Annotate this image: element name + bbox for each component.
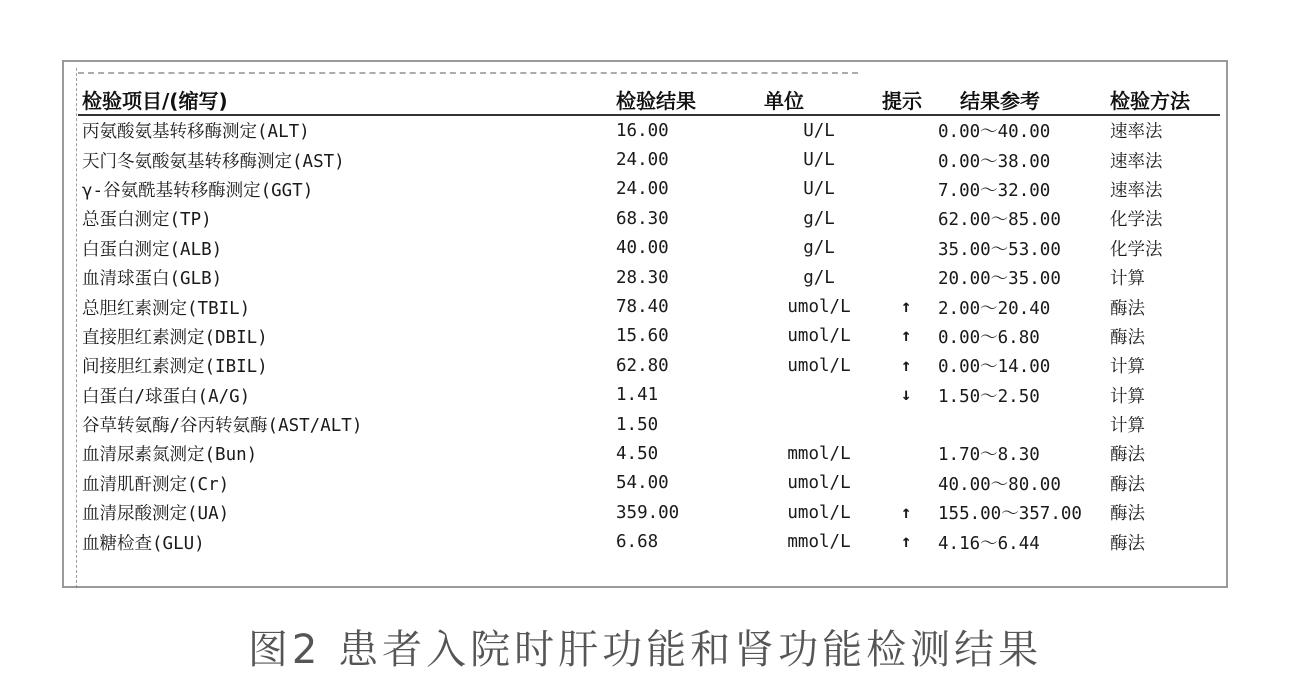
header-reference: 结果参考 (934, 84, 1106, 115)
table-row (78, 322, 1220, 351)
cell-reference: 1.70～8.30 (938, 445, 1040, 466)
cell-result: 24.00 (616, 179, 669, 200)
table-row (78, 204, 1220, 233)
cell-reference: 0.00～40.00 (938, 122, 1051, 143)
cropped-header-line (78, 72, 858, 74)
cell-flag (878, 204, 934, 233)
cell-item: 间接胆红素测定(IBIL) (82, 357, 268, 378)
cell-result: 68.30 (616, 208, 669, 229)
cell-reference (934, 410, 1106, 439)
table-row (78, 527, 1220, 556)
header-method: 检验方法 (1106, 84, 1220, 115)
cell-unit: umol/L (787, 355, 851, 376)
cell-method: 酶法 (1110, 445, 1145, 466)
cell-method: 酶法 (1110, 327, 1145, 348)
cell-item: 天门冬氨酸氨基转移酶测定(AST) (82, 151, 345, 172)
cell-unit: U/L (803, 150, 835, 171)
table-row (78, 498, 1220, 527)
cell-item: 血清尿酸测定(UA) (82, 504, 230, 525)
cell-reference: 155.00～357.00 (938, 504, 1082, 525)
table-row (78, 381, 1220, 410)
cell-result: 1.41 (616, 385, 659, 406)
lab-results-table (78, 84, 1220, 557)
cell-result: 24.00 (616, 150, 669, 171)
cell-method: 酶法 (1110, 504, 1145, 525)
cell-item: 血清尿素氮测定(Bun) (82, 445, 258, 466)
cell-result: 16.00 (616, 120, 669, 141)
cell-unit: g/L (803, 208, 835, 229)
cell-flag (878, 410, 934, 439)
cell-unit (760, 381, 878, 410)
cell-unit: umol/L (787, 297, 851, 318)
cell-result: 40.00 (616, 238, 669, 259)
cell-flag (878, 115, 934, 145)
cell-flag: ↑ (900, 532, 912, 553)
cell-method: 酶法 (1110, 533, 1145, 554)
cell-reference: 35.00～53.00 (938, 239, 1061, 260)
cell-reference: 1.50～2.50 (938, 386, 1040, 407)
cell-flag (878, 175, 934, 204)
table-row (78, 115, 1220, 145)
cell-unit: umol/L (787, 326, 851, 347)
table-row (78, 469, 1220, 498)
cell-unit: umol/L (787, 502, 851, 523)
cell-method: 酶法 (1110, 298, 1145, 319)
header-hint: 提示 (878, 84, 934, 115)
cell-method: 化学法 (1110, 210, 1163, 231)
table-row (78, 263, 1220, 292)
cell-item: 谷草转氨酶/谷丙转氨酶(AST/ALT) (82, 416, 363, 437)
cell-item: 总胆红素测定(TBIL) (82, 298, 251, 319)
table-row (78, 410, 1220, 439)
cell-item: γ-谷氨酰基转移酶测定(GGT) (82, 180, 314, 201)
cell-reference: 2.00～20.40 (938, 298, 1051, 319)
cell-method: 计算 (1110, 386, 1145, 407)
cell-flag (878, 145, 934, 174)
cell-flag (878, 439, 934, 468)
cell-item: 白蛋白/球蛋白(A/G) (82, 386, 251, 407)
cell-flag: ↑ (900, 326, 912, 347)
cell-result: 78.40 (616, 297, 669, 318)
table-row (78, 175, 1220, 204)
cell-method: 速率法 (1110, 151, 1163, 172)
cell-result: 359.00 (616, 502, 680, 523)
figure-caption: 图2 患者入院时肝功能和肾功能检测结果 (247, 627, 1043, 673)
cell-method: 酶法 (1110, 474, 1145, 495)
cell-result: 54.00 (616, 473, 669, 494)
cell-result: 6.68 (616, 532, 659, 553)
cell-flag: ↓ (900, 385, 912, 406)
header-item: 检验项目/(缩写) (78, 84, 612, 115)
cell-flag (878, 263, 934, 292)
cell-result: 4.50 (616, 443, 659, 464)
cell-reference: 62.00～85.00 (938, 210, 1061, 231)
cell-method: 化学法 (1110, 239, 1163, 260)
cell-reference: 0.00～14.00 (938, 357, 1051, 378)
cell-unit: U/L (803, 120, 835, 141)
cell-unit: g/L (803, 267, 835, 288)
cell-reference: 40.00～80.00 (938, 474, 1061, 495)
cell-result: 28.30 (616, 267, 669, 288)
cell-reference: 4.16～6.44 (938, 533, 1040, 554)
cell-reference: 20.00～35.00 (938, 269, 1061, 290)
cell-item: 血清肌酐测定(Cr) (82, 474, 230, 495)
left-margin-rule (76, 68, 77, 588)
table-row (78, 351, 1220, 380)
cell-unit: mmol/L (787, 443, 851, 464)
cell-method: 计算 (1110, 416, 1145, 437)
header-result: 检验结果 (612, 84, 760, 115)
table-row (78, 292, 1220, 321)
cell-reference: 0.00～38.00 (938, 151, 1051, 172)
cell-method: 速率法 (1110, 122, 1163, 143)
cell-flag (878, 234, 934, 263)
lab-report-panel (62, 60, 1228, 588)
cell-flag: ↑ (900, 502, 912, 523)
cell-unit: g/L (803, 238, 835, 259)
cell-item: 白蛋白测定(ALB) (82, 239, 223, 260)
cell-reference: 0.00～6.80 (938, 327, 1040, 348)
header-unit: 单位 (760, 84, 878, 115)
table-header-row (78, 84, 1220, 115)
cell-flag (878, 469, 934, 498)
table-row (78, 234, 1220, 263)
cell-item: 总蛋白测定(TP) (82, 210, 212, 231)
cell-unit: mmol/L (787, 532, 851, 553)
cell-method: 计算 (1110, 357, 1145, 378)
cell-unit: U/L (803, 179, 835, 200)
cell-unit (760, 410, 878, 439)
cell-method: 计算 (1110, 269, 1145, 290)
cell-item: 丙氨酸氨基转移酶测定(ALT) (82, 122, 310, 143)
cell-flag: ↑ (900, 297, 912, 318)
cell-item: 血清球蛋白(GLB) (82, 269, 223, 290)
cell-item: 血糖检查(GLU) (82, 533, 205, 554)
cell-reference: 7.00～32.00 (938, 180, 1051, 201)
cell-result: 62.80 (616, 355, 669, 376)
cell-unit: umol/L (787, 473, 851, 494)
table-row (78, 145, 1220, 174)
cell-item: 直接胆红素测定(DBIL) (82, 327, 268, 348)
cell-result: 15.60 (616, 326, 669, 347)
cell-method: 速率法 (1110, 180, 1163, 201)
table-body (78, 115, 1220, 557)
cell-flag: ↑ (900, 355, 912, 376)
table-row (78, 439, 1220, 468)
cell-result: 1.50 (616, 414, 659, 435)
